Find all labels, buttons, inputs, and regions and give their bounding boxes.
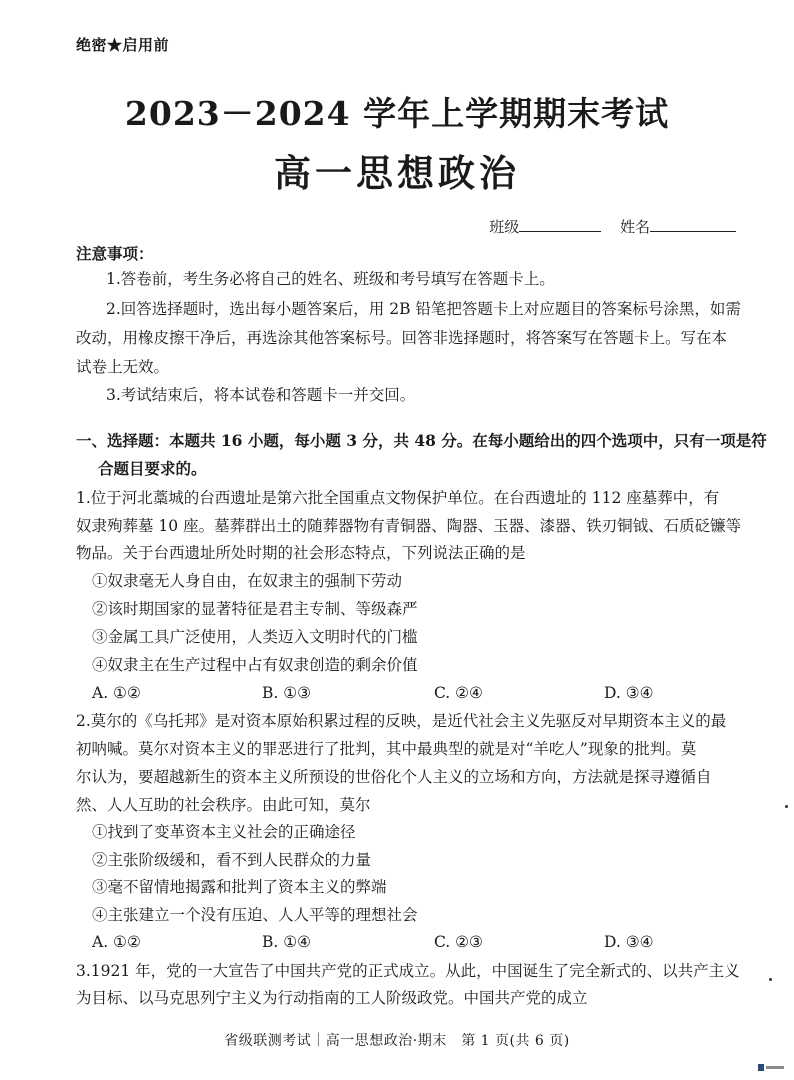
q2-choice-d[interactable]: D. ③④	[604, 933, 654, 951]
class-label: 班级	[489, 218, 520, 236]
q2-stem-line-3: 尔认为，要超越新生的资本主义所预设的世俗化个人主义的立场和方向，方法就是探寻遵循自	[76, 768, 712, 786]
exam-subject: 高一思想政治	[274, 151, 520, 195]
q2-statement-3: ③毫不留情地揭露和批判了资本主义的弊端	[92, 878, 387, 896]
section-heading-line-1: 一、选择题：本题共 16 小题，每小题 3 分，共 48 分。在每小题给出的四个选项中，只有一项是符	[76, 431, 767, 450]
q1-statement-2: ②该时期国家的显著特征是君主专制、等级森严	[92, 600, 418, 618]
notice-item-2-line-2: 改动，用橡皮擦干净后，再选涂其他答案标号。回答非选择题时，将答案写在答题卡上。写在本	[76, 329, 728, 347]
student-info-row	[489, 216, 736, 237]
q2-statement-4: ④主张建立一个没有压迫、人人平等的理想社会	[92, 906, 418, 924]
q1-choice-a[interactable]: A. ①②	[92, 684, 141, 702]
watermark-logo-icon	[758, 1064, 784, 1072]
q2-statement-1: ①找到了变革资本主义社会的正确途径	[92, 823, 356, 841]
q1-stem-line-2: 奴隶殉葬墓 10 座。墓葬群出土的随葬器物有青铜器、陶器、玉器、漆器、铁刃铜钺、石质砭镰等	[76, 517, 742, 535]
section-heading-line-2: 合题目要求的。	[98, 459, 207, 478]
q1-choice-c[interactable]: C. ②④	[434, 684, 483, 702]
q1-statement-3: ③金属工具广泛使用，人类迈入文明时代的门槛	[92, 628, 418, 646]
class-blank	[519, 217, 601, 232]
notice-item-1: 1.答卷前，考生务必将自己的姓名、班级和考号填写在答题卡上。	[106, 270, 555, 288]
q2-statement-2: ②主张阶级缓和，看不到人民群众的力量	[92, 851, 372, 869]
notice-item-3: 3.考试结束后，将本试卷和答题卡一并交回。	[106, 386, 416, 404]
q1-statement-1: ①奴隶毫无人身自由，在奴隶主的强制下劳动	[92, 572, 403, 590]
q2-choice-a[interactable]: A. ①②	[92, 933, 141, 951]
name-label: 姓名	[619, 218, 650, 236]
q1-choice-d[interactable]: D. ③④	[604, 684, 654, 702]
q2-stem-line-2: 初呐喊。莫尔对资本主义的罪恶进行了批判，其中最典型的就是对“羊吃人”现象的批判。莫	[76, 740, 697, 758]
confidential-label: 绝密★启用前	[76, 36, 170, 54]
exam-title: 2023－2024 学年上学期期末考试	[124, 94, 670, 133]
q1-stem-line-3: 物品。关于台西遗址所处时期的社会形态特点，下列说法正确的是	[76, 544, 526, 562]
q2-choice-c[interactable]: C. ②③	[434, 933, 483, 951]
q1-stem-line-1: 1.位于河北藁城的台西遗址是第六批全国重点文物保护单位。在台西遗址的 112 座墓葬中，有	[76, 489, 720, 507]
q1-statement-4: ④奴隶主在生产过程中占有奴隶创造的剩余价值	[92, 656, 418, 674]
notice-heading: 注意事项：	[76, 244, 154, 263]
q2-choice-b[interactable]: B. ①④	[262, 933, 312, 951]
page-footer: 省级联测考试｜高一思想政治·期末 第 1 页(共 6 页)	[224, 1033, 570, 1049]
notice-item-2-line-3: 试卷上无效。	[76, 358, 170, 376]
notice-item-2-line-1: 2.回答选择题时，选出每小题答案后，用 2B 铅笔把答题卡上对应题目的答案标号涂黑，如需	[106, 300, 741, 318]
q3-stem-line-1: 3.1921 年，党的一大宣告了中国共产党的正式成立。从此，中国诞生了完全新式的、以共产主义	[76, 962, 740, 980]
q2-stem-line-4: 然、人人互助的社会秩序。由此可知，莫尔	[76, 796, 371, 814]
scan-speck	[785, 805, 788, 808]
q2-stem-line-1: 2.莫尔的《乌托邦》是对资本原始积累过程的反映，是近代社会主义先驱反对早期资本主义的最	[76, 712, 727, 730]
scan-speck	[769, 978, 772, 981]
q3-stem-line-2: 为目标、以马克思列宁主义为行动指南的工人阶级政党。中国共产党的成立	[76, 989, 588, 1007]
q1-choice-b[interactable]: B. ①③	[262, 684, 312, 702]
name-blank	[650, 217, 736, 232]
